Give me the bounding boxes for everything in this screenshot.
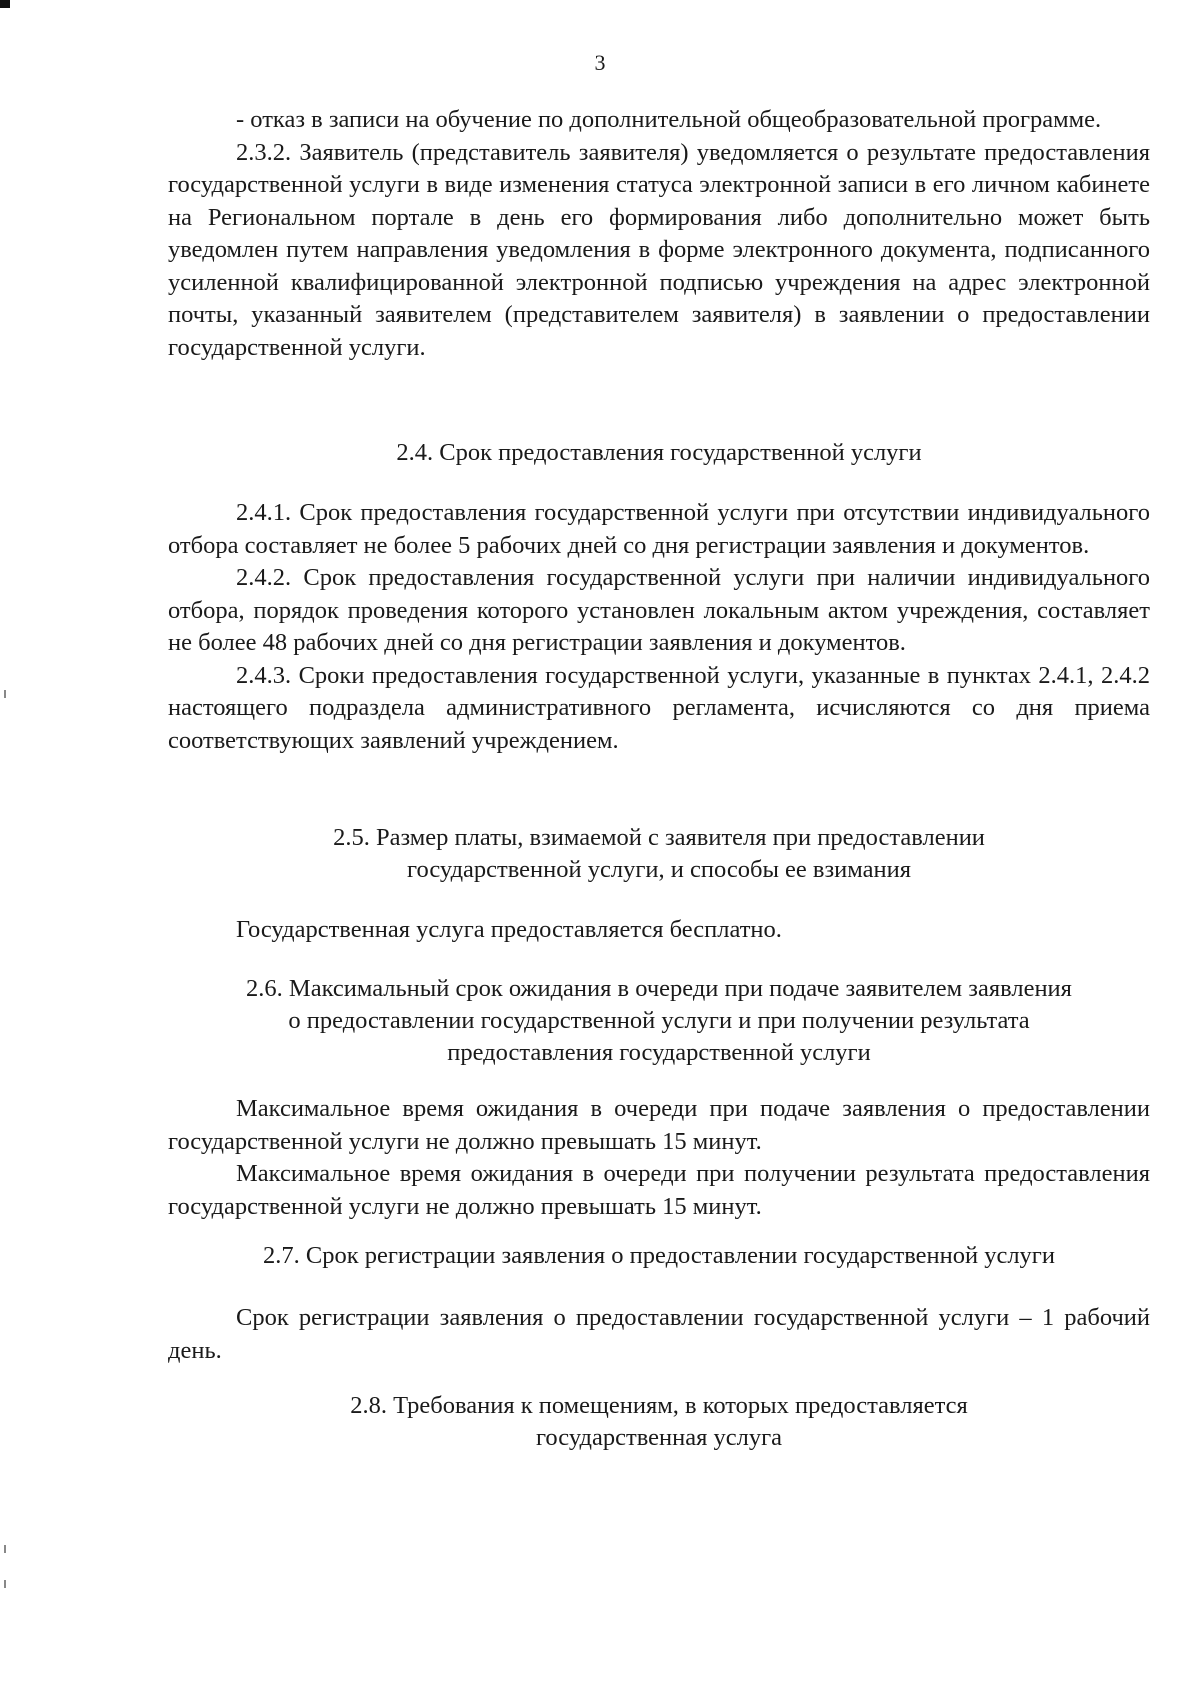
section-2-3-text [168,104,1150,364]
paragraph: Максимальное время ожидания в очереди при подаче заявления о предоставлении государственной услуги не должно превышать 15 минут. [168,1095,1150,1155]
scan-margin-mark [4,1580,6,1588]
section-2-4-text [168,497,1150,757]
section-heading-2-7: 2.7. Срок регистрации заявления о предоставлении государственной услуги [263,1242,1055,1269]
paragraph: - отказ в записи на обучение по дополнительной общеобразовательной программе. [236,106,1102,133]
section-2-7-text [168,1302,1150,1367]
paragraph: 2.4.3. Сроки предоставления государственной услуги, указанные в пунктах 2.4.1, 2.4.2 настоящего подраздела административного регламента, исчисляются со дня приема соответствующих заявлений учреждением. [168,661,1150,754]
section-heading-2-6: 2.6. Максимальный срок ожидания в очереди при подаче заявителем заявления [246,975,1072,1002]
section-heading-2-5-line-2: государственной услуги, и способы ее взимания [407,856,911,883]
paragraph: 2.3.2. Заявитель (представитель заявителя) уведомляется о результате предоставления государственной услуги в виде изменения статуса электронной записи в его личном кабинете на Региональном портале в день его формирования либо дополнительно может быть уведомлен путем направления уведомления в форме электронного документа, подписанного усиленной квалифицированной электронной подписью учреждения на адрес электронной почты, указанный заявителем (представителем заявителя) в заявлении о предоставлении государственной услуги. [168,138,1150,361]
section-heading-2-8: 2.8. Требования к помещениям, в которых предоставляется [350,1392,968,1419]
paragraph: 2.4.1. Срок предоставления государственной услуги при отсутствии индивидуального отбора составляет не более 5 рабочих дней со дня регистрации заявления и документов. [168,499,1150,559]
section-heading-2-5: 2.5. Размер платы, взимаемой с заявителя при предоставлении [333,824,985,851]
paragraph: Срок регистрации заявления о предоставлении государственной услуги – 1 рабочий день. [168,1304,1150,1364]
page-number: 3 [594,50,606,75]
section-heading-2-6-line-3: предоставления государственной услуги [447,1039,871,1066]
section-heading-2-4: 2.4. Срок предоставления государственной услуги [396,439,922,466]
section-2-5-text [168,914,1150,947]
section-2-6-text [168,1093,1150,1223]
paragraph: 2.4.2. Срок предоставления государственной услуги при наличии индивидуального отбора, порядок проведения которого установлен локальным актом учреждения, составляет не более 48 рабочих дней со дня регистрации заявления и документов. [168,564,1150,656]
section-heading-2-6-line-2: о предоставлении государственной услуги и при получении результата [288,1007,1030,1034]
scan-margin-mark [4,690,6,698]
section-heading-2-8-line-2: государственная услуга [535,1424,783,1451]
scan-corner-mark [0,0,10,8]
scan-margin-mark [4,1545,6,1553]
paragraph: Государственная услуга предоставляется бесплатно. [236,916,782,943]
paragraph: Максимальное время ожидания в очереди при получении результата предоставления государственной услуги не должно превышать 15 минут. [168,1160,1150,1220]
